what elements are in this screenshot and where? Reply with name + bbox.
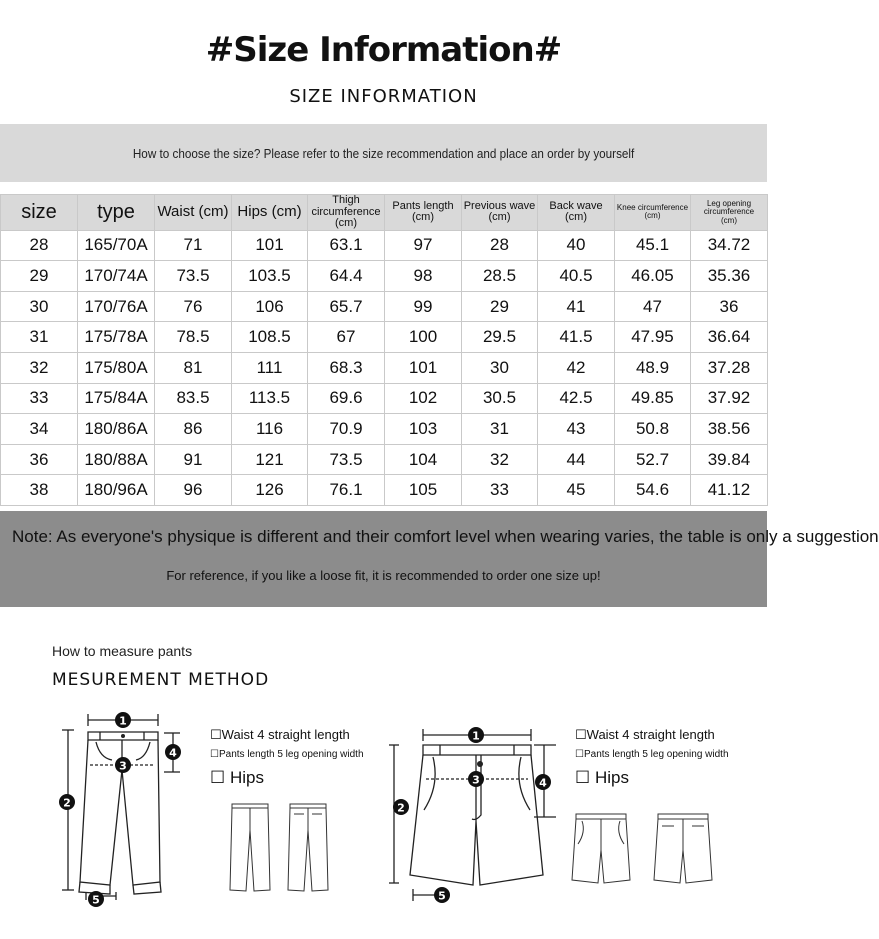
cell-size: 36 bbox=[1, 444, 78, 475]
measure-legend-right bbox=[575, 727, 729, 789]
header-back-wave: Back wave (cm) bbox=[538, 195, 615, 231]
cell-pants-length: 104 bbox=[385, 444, 462, 475]
cell-knee: 52.7 bbox=[615, 444, 691, 475]
cell-waist: 86 bbox=[155, 414, 232, 445]
measure-title: MESUREMENT METHOD bbox=[52, 670, 270, 690]
table-row bbox=[1, 230, 768, 261]
cell-back-wave: 40.5 bbox=[538, 261, 615, 292]
cell-leg-opening: 37.92 bbox=[691, 383, 768, 414]
marker-3 bbox=[115, 757, 131, 773]
cell-back-wave: 44 bbox=[538, 444, 615, 475]
cell-type: 175/78A bbox=[78, 322, 155, 353]
svg-text:3: 3 bbox=[472, 773, 480, 787]
marker-1 bbox=[115, 712, 131, 728]
marker-5 bbox=[88, 891, 104, 907]
size-guide-text: How to choose the size? Please refer to the size recommendation and place an order by yourself bbox=[132, 145, 635, 161]
cell-pants-length: 103 bbox=[385, 414, 462, 445]
cell-pants-length: 97 bbox=[385, 230, 462, 261]
cell-pants-length: 105 bbox=[385, 475, 462, 506]
cell-size: 38 bbox=[1, 475, 78, 506]
shorts-front-back-diagram bbox=[570, 810, 720, 890]
cell-back-wave: 41 bbox=[538, 291, 615, 322]
cell-hips: 111 bbox=[232, 353, 308, 384]
table-row bbox=[1, 444, 768, 475]
cell-thigh: 70.9 bbox=[308, 414, 385, 445]
cell-previous-wave: 33 bbox=[462, 475, 538, 506]
table-row bbox=[1, 261, 768, 292]
cell-type: 175/80A bbox=[78, 353, 155, 384]
cell-leg-opening: 35.36 bbox=[691, 261, 768, 292]
cell-hips: 116 bbox=[232, 414, 308, 445]
cell-previous-wave: 30 bbox=[462, 353, 538, 384]
cell-back-wave: 45 bbox=[538, 475, 615, 506]
cell-pants-length: 101 bbox=[385, 353, 462, 384]
legend-line-1: ☐Waist 4 straight length bbox=[210, 727, 350, 742]
shorts-marker-1 bbox=[468, 727, 484, 743]
cell-back-wave: 42.5 bbox=[538, 383, 615, 414]
cell-waist: 91 bbox=[155, 444, 232, 475]
cell-previous-wave: 29 bbox=[462, 291, 538, 322]
cell-leg-opening: 36 bbox=[691, 291, 768, 322]
svg-text:5: 5 bbox=[438, 889, 446, 903]
table-header-row bbox=[1, 195, 768, 231]
cell-hips: 121 bbox=[232, 444, 308, 475]
cell-size: 34 bbox=[1, 414, 78, 445]
note-reference-text: For reference, if you like a loose fit, it is recommended to order one size up! bbox=[166, 568, 601, 583]
cell-waist: 83.5 bbox=[155, 383, 232, 414]
cell-waist: 76 bbox=[155, 291, 232, 322]
header-thigh: Thigh circumference (cm) bbox=[308, 195, 385, 231]
cell-knee: 45.1 bbox=[615, 230, 691, 261]
table-row bbox=[1, 353, 768, 384]
legend-line-3: ☐ Hips bbox=[210, 767, 264, 787]
svg-text:1: 1 bbox=[119, 714, 127, 728]
cell-pants-length: 98 bbox=[385, 261, 462, 292]
cell-back-wave: 42 bbox=[538, 353, 615, 384]
page-title: #Size Information# bbox=[205, 30, 562, 70]
header-waist: Waist (cm) bbox=[155, 195, 232, 231]
cell-leg-opening: 39.84 bbox=[691, 444, 768, 475]
cell-hips: 103.5 bbox=[232, 261, 308, 292]
trousers-front-back-diagram bbox=[228, 800, 338, 895]
cell-previous-wave: 31 bbox=[462, 414, 538, 445]
cell-size: 31 bbox=[1, 322, 78, 353]
cell-waist: 73.5 bbox=[155, 261, 232, 292]
cell-thigh: 76.1 bbox=[308, 475, 385, 506]
cell-knee: 47.95 bbox=[615, 322, 691, 353]
cell-waist: 96 bbox=[155, 475, 232, 506]
cell-previous-wave: 29.5 bbox=[462, 322, 538, 353]
cell-hips: 113.5 bbox=[232, 383, 308, 414]
cell-hips: 106 bbox=[232, 291, 308, 322]
size-table bbox=[0, 194, 768, 506]
note-band bbox=[0, 511, 879, 607]
cell-previous-wave: 28.5 bbox=[462, 261, 538, 292]
measure-legend-left bbox=[210, 727, 364, 789]
cell-type: 175/84A bbox=[78, 383, 155, 414]
cell-previous-wave: 32 bbox=[462, 444, 538, 475]
cell-waist: 81 bbox=[155, 353, 232, 384]
svg-text:4: 4 bbox=[169, 746, 177, 760]
header-pants-length: Pants length (cm) bbox=[385, 195, 462, 231]
cell-hips: 108.5 bbox=[232, 322, 308, 353]
size-guide-band bbox=[0, 124, 767, 182]
header-size: size bbox=[1, 195, 78, 231]
cell-pants-length: 102 bbox=[385, 383, 462, 414]
shorts-marker-2 bbox=[393, 799, 409, 815]
cell-knee: 47 bbox=[615, 291, 691, 322]
cell-thigh: 63.1 bbox=[308, 230, 385, 261]
cell-hips: 126 bbox=[232, 475, 308, 506]
cell-pants-length: 100 bbox=[385, 322, 462, 353]
cell-leg-opening: 41.12 bbox=[691, 475, 768, 506]
cell-leg-opening: 38.56 bbox=[691, 414, 768, 445]
svg-text:5: 5 bbox=[92, 893, 100, 907]
cell-knee: 54.6 bbox=[615, 475, 691, 506]
svg-text:2: 2 bbox=[397, 801, 405, 815]
cell-thigh: 69.6 bbox=[308, 383, 385, 414]
svg-text:4: 4 bbox=[539, 776, 547, 790]
shorts-marker-5 bbox=[434, 887, 450, 903]
cell-thigh: 67 bbox=[308, 322, 385, 353]
cell-thigh: 73.5 bbox=[308, 444, 385, 475]
cell-pants-length: 99 bbox=[385, 291, 462, 322]
table-row bbox=[1, 475, 768, 506]
cell-type: 170/76A bbox=[78, 291, 155, 322]
marker-2 bbox=[59, 794, 75, 810]
cell-hips: 101 bbox=[232, 230, 308, 261]
note-text: Note: As everyone's physique is different and their comfort level when wearing varies, the table is only a suggestion bbox=[12, 527, 879, 546]
legend-line-2: ☐Pants length 5 leg opening width bbox=[210, 748, 364, 760]
marker-4 bbox=[165, 744, 181, 760]
cell-waist: 78.5 bbox=[155, 322, 232, 353]
cell-knee: 50.8 bbox=[615, 414, 691, 445]
cell-waist: 71 bbox=[155, 230, 232, 261]
cell-back-wave: 41.5 bbox=[538, 322, 615, 353]
cell-size: 29 bbox=[1, 261, 78, 292]
cell-type: 180/88A bbox=[78, 444, 155, 475]
cell-size: 28 bbox=[1, 230, 78, 261]
cell-thigh: 64.4 bbox=[308, 261, 385, 292]
table-row bbox=[1, 383, 768, 414]
measure-subtitle: How to measure pants bbox=[52, 643, 193, 659]
header-type: type bbox=[78, 195, 155, 231]
cell-size: 33 bbox=[1, 383, 78, 414]
shorts-marker-3 bbox=[468, 771, 484, 787]
table-row bbox=[1, 322, 768, 353]
svg-text:1: 1 bbox=[472, 729, 480, 743]
header-knee: Knee circumference (cm) bbox=[615, 195, 691, 231]
header-hips: Hips (cm) bbox=[232, 195, 308, 231]
cell-size: 32 bbox=[1, 353, 78, 384]
cell-knee: 48.9 bbox=[615, 353, 691, 384]
cell-type: 180/96A bbox=[78, 475, 155, 506]
cell-knee: 49.85 bbox=[615, 383, 691, 414]
cell-thigh: 65.7 bbox=[308, 291, 385, 322]
cell-previous-wave: 28 bbox=[462, 230, 538, 261]
legend-right-line-2: ☐Pants length 5 leg opening width bbox=[575, 748, 729, 760]
table-body bbox=[1, 230, 768, 505]
cell-knee: 46.05 bbox=[615, 261, 691, 292]
trousers-diagram bbox=[50, 700, 200, 915]
cell-leg-opening: 37.28 bbox=[691, 353, 768, 384]
header-previous-wave: Previous wave (cm) bbox=[462, 195, 538, 231]
shorts-marker-4 bbox=[535, 774, 551, 790]
cell-back-wave: 43 bbox=[538, 414, 615, 445]
legend-right-line-1: ☐Waist 4 straight length bbox=[575, 727, 715, 742]
table-row bbox=[1, 414, 768, 445]
cell-leg-opening: 34.72 bbox=[691, 230, 768, 261]
header-leg-opening: Leg opening circumference (cm) bbox=[691, 195, 768, 231]
svg-text:2: 2 bbox=[63, 796, 71, 810]
shorts-diagram bbox=[388, 715, 563, 905]
cell-previous-wave: 30.5 bbox=[462, 383, 538, 414]
cell-size: 30 bbox=[1, 291, 78, 322]
cell-type: 180/86A bbox=[78, 414, 155, 445]
cell-leg-opening: 36.64 bbox=[691, 322, 768, 353]
svg-text:3: 3 bbox=[119, 759, 127, 773]
legend-right-line-3: ☐ Hips bbox=[575, 767, 629, 787]
cell-back-wave: 40 bbox=[538, 230, 615, 261]
cell-thigh: 68.3 bbox=[308, 353, 385, 384]
cell-type: 165/70A bbox=[78, 230, 155, 261]
page-subtitle: SIZE INFORMATION bbox=[289, 86, 478, 107]
table-row bbox=[1, 291, 768, 322]
cell-type: 170/74A bbox=[78, 261, 155, 292]
